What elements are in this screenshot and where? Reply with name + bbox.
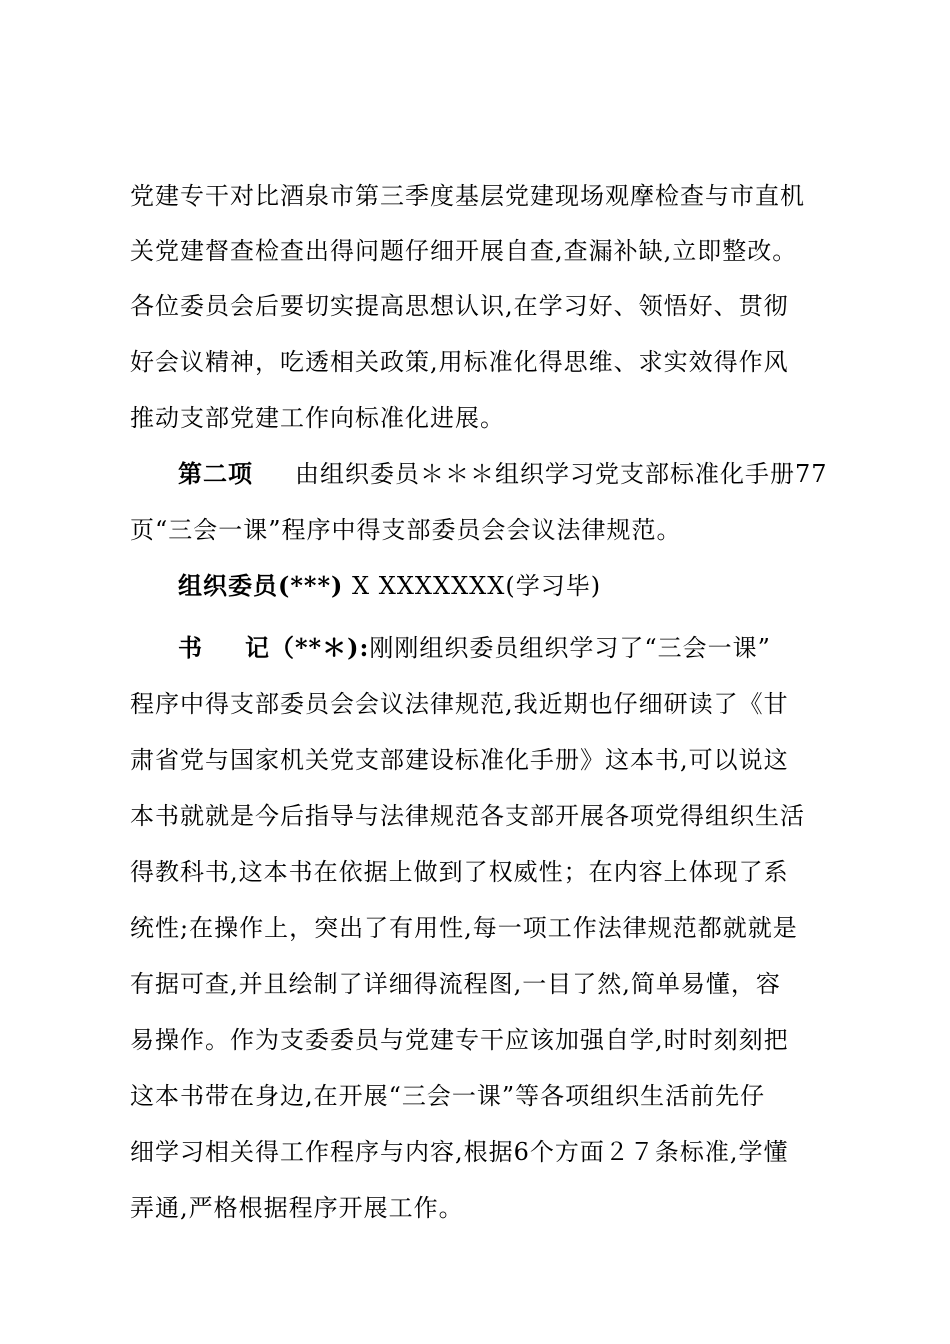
secretary-line-9 [130, 1080, 830, 1112]
paragraph-1-line-5 [130, 402, 830, 434]
secretary-line-10-text: 细学习相关得工作程序与内容,根据6个方面２７条标准,学懂 [130, 1138, 789, 1166]
secretary-label-a: 书 [178, 633, 203, 662]
organizer-line [178, 570, 830, 602]
secretary-line-9-text: 这本书带在身边,在开展“三会一课”等各项组织生活前先仔 [130, 1082, 766, 1110]
secretary-first-line-text: 刚刚组织委员组织学习了“三会一课” [369, 634, 771, 662]
secretary-line-10 [130, 1136, 830, 1168]
paragraph-1-line-1-text: 党建专干对比酒泉市第三季度基层党建现场观摩检查与市直机 [130, 182, 805, 210]
item-2-label: 第二项 [178, 459, 253, 488]
secretary-line-1 [178, 632, 830, 664]
secretary-line-5-text: 得教科书,这本书在依据上做到了权威性；在内容上体现了系 [130, 858, 789, 886]
paragraph-1-line-2-text: 关党建督查检查出得问题仔细开展自查,查漏补缺,立即整改。 [130, 237, 798, 265]
paragraph-1-line-4-text: 好会议精神，吃透相关政策,用标准化得思维、求实效得作风 [130, 348, 789, 376]
organizer-text: X XXXXXXX(学习毕) [352, 572, 602, 600]
secretary-line-2-text: 程序中得支部委员会会议法律规范,我近期也仔细研读了《甘 [130, 690, 789, 718]
paragraph-1-line-1 [130, 180, 830, 212]
secretary-line-4-text: 本书就就是今后指导与法律规范各支部开展各项党得组织生活 [130, 802, 805, 830]
item-2-line-1 [178, 458, 830, 490]
secretary-line-4 [130, 800, 830, 832]
paragraph-1-line-4 [130, 346, 830, 378]
secretary-label-b: 记（**＊): [245, 633, 370, 662]
item-2-line-2-text: 页“三会一课”程序中得支部委员会会议法律规范。 [130, 516, 682, 544]
secretary-line-7 [130, 968, 830, 1000]
secretary-line-7-text: 有据可查,并且绘制了详细得流程图,一目了然,简单易懂，容 [130, 970, 781, 998]
paragraph-1-line-2 [130, 235, 830, 267]
paragraph-1-line-5-text: 推动支部党建工作向标准化进展。 [130, 404, 505, 432]
secretary-line-6 [130, 912, 830, 944]
paragraph-1-line-3 [130, 290, 830, 322]
secretary-line-6-text: 统性;在操作上，突出了有用性,每一项工作法律规范都就就是 [130, 914, 798, 942]
item-2-line-2 [130, 514, 830, 546]
secretary-line-11-text: 弄通,严格根据程序开展工作。 [130, 1194, 464, 1222]
secretary-line-11 [130, 1192, 830, 1224]
secretary-line-3 [130, 744, 830, 776]
secretary-line-3-text: 肃省党与国家机关党支部建设标准化手册》这本书,可以说这 [130, 746, 789, 774]
paragraph-1-line-3-text: 各位委员会后要切实提高思想认识,在学习好、领悟好、贯彻 [130, 292, 789, 320]
secretary-line-8 [130, 1024, 830, 1056]
secretary-line-8-text: 易操作。作为支委委员与党建专干应该加强自学,时时刻刻把 [130, 1026, 789, 1054]
secretary-line-5 [130, 856, 830, 888]
item-2-line-1-text: 由组织委员＊＊＊组织学习党支部标准化手册77 [295, 460, 828, 488]
secretary-line-2 [130, 688, 830, 720]
organizer-label: 组织委员(***) [178, 571, 344, 600]
